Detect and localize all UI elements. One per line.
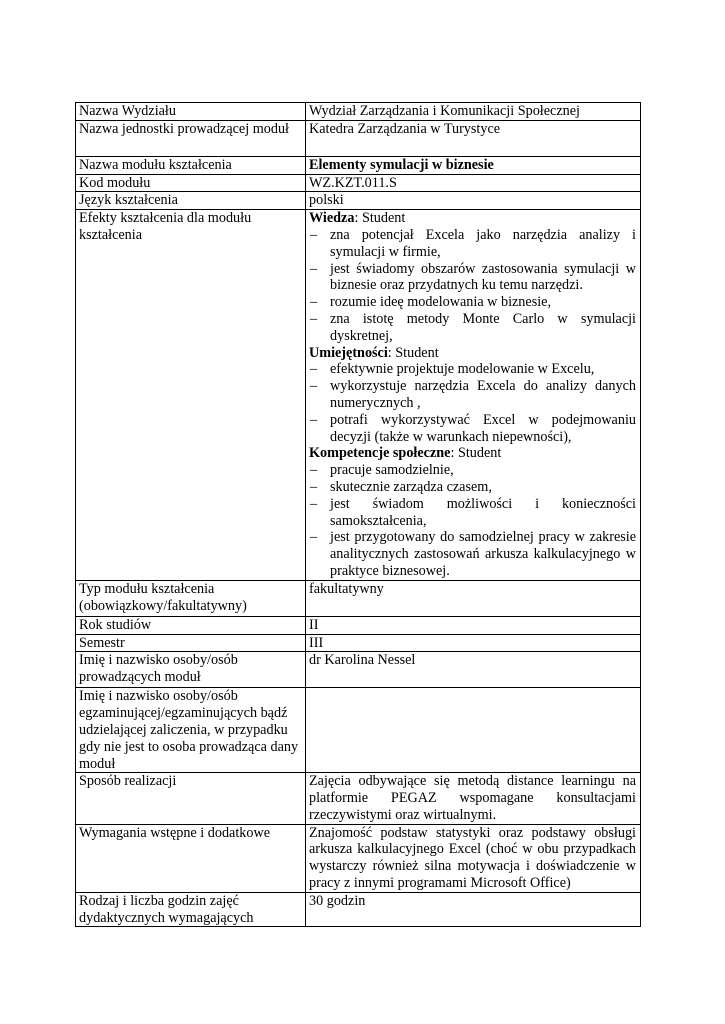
row-label: Rok studiów (76, 616, 306, 634)
row-value: WZ.KZT.011.S (306, 174, 641, 192)
row-label: Rodzaj i liczba godzin zajęć dydaktycznych wymagających (76, 892, 306, 927)
list-item: – pracuje samodzielnie, (309, 462, 636, 479)
table-row (76, 156, 641, 174)
table-row (76, 192, 641, 210)
wiedza-heading: Wiedza: Student (309, 210, 406, 227)
table-row (76, 174, 641, 192)
list-item: – wykorzystuje narzędzia Excela do analizy danych numerycznych , (309, 378, 636, 412)
row-value: Zajęcia odbywające się metodą distance learningu na platformie PEGAZ wspomagane konsultacjami rzeczywistymi oraz wirtualnymi. (306, 773, 641, 824)
row-label: Typ modułu kształcenia (obowiązkowy/fakultatywny) (76, 580, 306, 616)
row-label: Wymagania wstępne i dodatkowe (76, 824, 306, 892)
row-value: fakultatywny (306, 580, 641, 616)
row-value: 30 godzin (306, 892, 641, 927)
row-label: Sposób realizacji (76, 773, 306, 824)
table-row (76, 580, 641, 616)
module-description-table (75, 102, 641, 927)
list-item: – skutecznie zarządza czasem, (309, 479, 636, 496)
umiejetnosci-heading: Umiejętności: Student (309, 344, 439, 361)
table-row (76, 103, 641, 121)
list-item: – jest przygotowany do samodzielnej pracy w zakresie analitycznych zastosowań arkusza kalkulacyjnego w praktyce biznesowej. (309, 529, 636, 579)
row-label: Nazwa modułu kształcenia (76, 156, 306, 174)
table-row (76, 824, 641, 892)
learning-outcomes-cell (306, 210, 641, 581)
table-row (76, 634, 641, 652)
kompetencje-heading: Kompetencje społeczne: Student (309, 445, 502, 462)
row-label: Język kształcenia (76, 192, 306, 210)
list-item: – jest świadom możliwości i konieczności samokształcenia, (309, 496, 636, 530)
list-item: – jest świadomy obszarów zastosowania symulacji w biznesie oraz przydatnych ku temu narzędzi. (309, 261, 636, 295)
row-value: Elementy symulacji w biznesie (306, 156, 641, 174)
table-row (76, 688, 641, 773)
list-item: – rozumie ideę modelowania w biznesie, (309, 294, 636, 311)
row-value: dr Karolina Nessel (306, 652, 641, 688)
list-item: – zna potencjał Excela jako narzędzia analizy i symulacji w firmie, (309, 227, 636, 261)
table-row (76, 652, 641, 688)
kompetencje-list (309, 462, 636, 580)
table-row (76, 210, 641, 581)
list-item: – efektywnie projektuje modelowanie w Excelu, (309, 361, 636, 378)
row-value (306, 688, 641, 773)
table-row (76, 892, 641, 927)
row-value: Znajomość podstaw statystyki oraz podstawy obsługi arkusza kalkulacyjnego Excel (choć w obu przypadkach wystarczy również silna motywacja i doświadczenie w pracy z innymi programami Microsoft Office) (306, 824, 641, 892)
list-item: – potrafi wykorzystywać Excel w podejmowaniu decyzji (także w warunkach niepewności), (309, 412, 636, 446)
row-label: Kod modułu (76, 174, 306, 192)
wiedza-list (309, 227, 636, 345)
umiejetnosci-list (309, 361, 636, 445)
row-label: Nazwa jednostki prowadzącej moduł (76, 120, 306, 156)
row-value: II (306, 616, 641, 634)
table-row (76, 773, 641, 824)
list-item: – zna istotę metody Monte Carlo w symulacji dyskretnej, (309, 311, 636, 345)
row-label: Efekty kształcenia dla modułu kształcenia (76, 210, 306, 581)
row-value: Wydział Zarządzania i Komunikacji Społecznej (306, 103, 641, 121)
row-label: Imię i nazwisko osoby/osób egzaminującej/egzaminujących bądź udzielającej zaliczenia, w przypadku gdy nie jest to osoba prowadząca dany moduł (76, 688, 306, 773)
row-value: Katedra Zarządzania w Turystyce (306, 120, 641, 156)
row-value: polski (306, 192, 641, 210)
table-row (76, 120, 641, 156)
table-row (76, 616, 641, 634)
row-label: Nazwa Wydziału (76, 103, 306, 121)
row-value: III (306, 634, 641, 652)
row-label: Imię i nazwisko osoby/osób prowadzących moduł (76, 652, 306, 688)
row-label: Semestr (76, 634, 306, 652)
